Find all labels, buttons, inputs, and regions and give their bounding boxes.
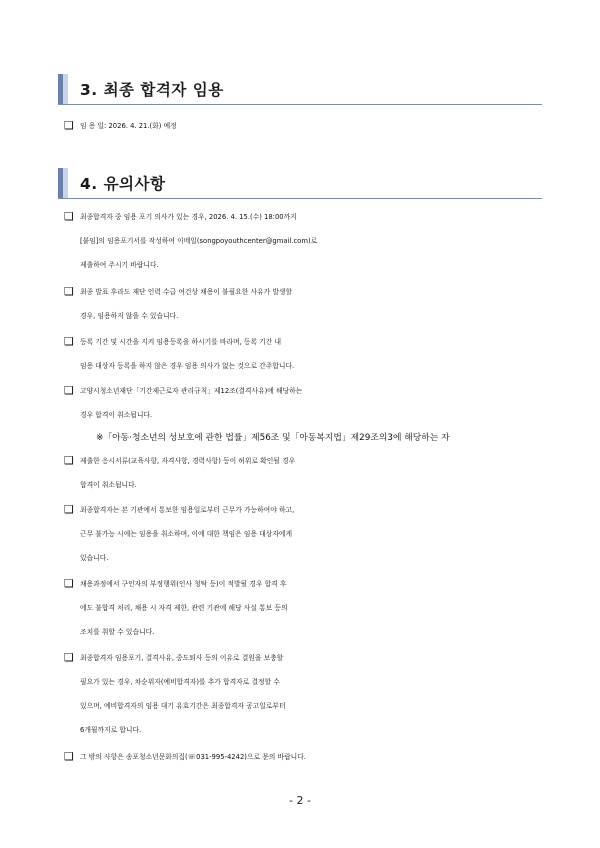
- section-3-title: 3. 최종 합격자 임용: [80, 81, 224, 99]
- item-line: 임용 대상자 등록을 하지 않은 경우 임용 의사가 없는 것으로 간주합니다.: [80, 362, 295, 370]
- item-line: 고양시청소년재단「기간제근로자 관리규칙」제12조(결격사유)에 해당하는: [80, 387, 303, 395]
- item-line: 최종 발표 후라도 재단 인력 수급 여건상 채용이 불필요한 사유가 발생할: [80, 288, 293, 296]
- item-line: 6개월까지로 합니다.: [80, 726, 142, 734]
- square-bullet-icon: ❑: [64, 577, 74, 590]
- item-line: 에도 불합격 처리, 채용 시 자격 제한, 관련 기관에 해당 사실 통보 등의: [80, 604, 288, 612]
- section-3-header: [58, 74, 542, 105]
- item-line: [붙임]의 임용포기서를 작성하여 이메일(songpoyouthcenter@gmail.com)로: [80, 237, 318, 245]
- square-bullet-icon: ❑: [64, 119, 74, 132]
- section-4-header: [58, 168, 542, 199]
- section-4-title: 4. 유의사항: [80, 175, 166, 193]
- item-line: 제출한 응시서류(교육사항, 자격사항, 경력사항) 등이 허위로 확인될 경우: [80, 457, 296, 465]
- notice-item-4: [64, 379, 544, 427]
- square-bullet-icon: ❑: [64, 384, 74, 397]
- notice-item-8: [64, 646, 544, 742]
- item-line: 경우, 임용하지 않을 수 있습니다.: [80, 312, 179, 320]
- notice-item-3: [64, 330, 544, 378]
- item-line: 최종합격자는 본 기관에서 통보한 임용일로부터 근무가 가능하여야 하고,: [80, 506, 295, 514]
- header-accent-bar-light: [63, 168, 68, 198]
- item-line: 최종합격자 임용포기, 결격사유, 중도퇴사 등의 이유로 결원을 보충할: [80, 654, 284, 662]
- item-line: 제출하여 주시기 바랍니다.: [80, 261, 159, 269]
- square-bullet-icon: ❑: [64, 335, 74, 348]
- square-bullet-icon: ❑: [64, 750, 74, 763]
- notice-item-7: [64, 572, 544, 644]
- item-line: 임 용 일: 2026. 4. 21.(화) 예정: [80, 122, 177, 130]
- item-line: 합격이 취소됩니다.: [80, 481, 137, 489]
- square-bullet-icon: ❑: [64, 285, 74, 298]
- square-bullet-icon: ❑: [64, 503, 74, 516]
- item-line: 최종합격자 중 임용 포기 의사가 있는 경우, 2026. 4. 15.(수) 18:00까지: [80, 213, 297, 221]
- square-bullet-icon: ❑: [64, 454, 74, 467]
- section-3-item-1: [64, 114, 544, 138]
- page-number: - 2 -: [289, 794, 311, 807]
- header-accent-bar-light: [63, 74, 68, 104]
- item-line: 채용과정에서 구인자의 부정행위(인사 청탁 등)이 적발될 경우 합격 후: [80, 580, 287, 588]
- notice-item-5: [64, 449, 544, 497]
- item-line: 조치를 취할 수 있습니다.: [80, 628, 155, 636]
- item-line: 등록 기간 및 시간을 지켜 임용등록을 하시기를 바라며, 등록 기간 내: [80, 338, 282, 346]
- item-line: 필요가 있는 경우, 차순위자(예비합격자)를 추가 합격자로 결정할 수: [80, 678, 280, 686]
- item-line: 근무 불가능 시에는 임용을 취소하며, 이에 대한 책임은 임용 대상자에게: [80, 530, 293, 538]
- legal-note: ※「아동·청소년의 성보호에 관한 법률」제56조 및「아동복지법」제29조의3에 해당하는 자: [96, 433, 450, 443]
- item-line: 그 밖의 사항은 송포청소년문화의집(☏031-995-4242)으로 문의 바랍니다.: [80, 753, 306, 761]
- notice-item-1: [64, 205, 544, 277]
- notice-item-2: [64, 280, 544, 328]
- square-bullet-icon: ❑: [64, 210, 74, 223]
- notice-item-9: [64, 745, 544, 769]
- item-line: 있으며, 예비합격자의 임용 대기 유효기간은 최종합격자 공고일로부터: [80, 702, 286, 710]
- notice-item-6: [64, 498, 544, 570]
- item-line: 있습니다.: [80, 554, 109, 562]
- item-line: 경우 합격이 취소됩니다.: [80, 411, 153, 419]
- square-bullet-icon: ❑: [64, 651, 74, 664]
